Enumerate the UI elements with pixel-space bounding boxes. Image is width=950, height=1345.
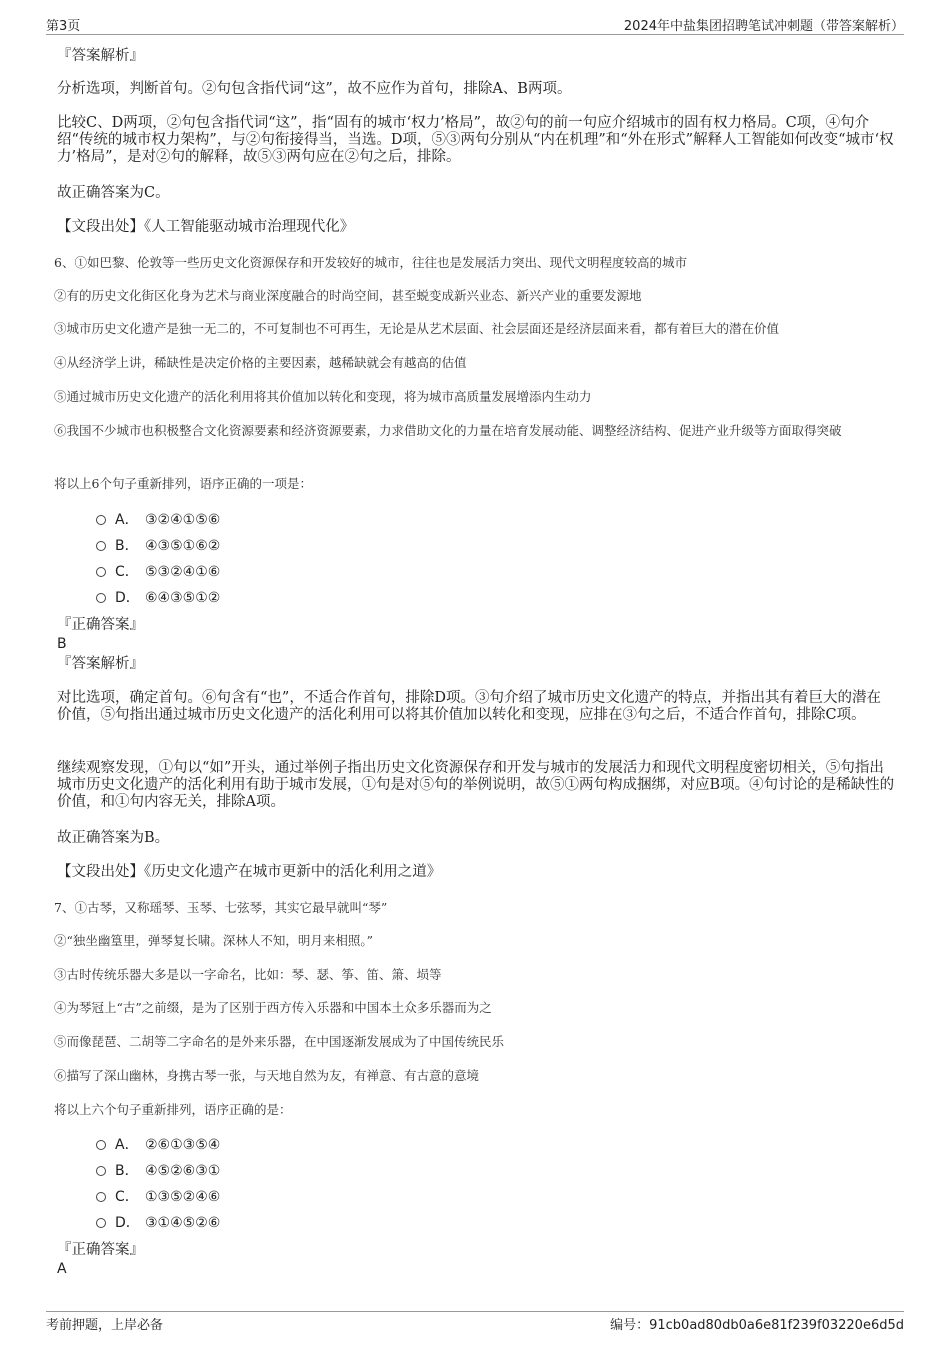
q7-option-b[interactable]: B． ④⑤②⑥③① <box>96 1163 220 1180</box>
prev-analysis-label: 『答案解析』 <box>57 48 144 64</box>
footer-code-value: 91cb0ad80db0a6e81f239f03220e6d5d <box>649 1318 904 1333</box>
q7-sentence-2: ②“独坐幽篁里，弹琴复长啸。深林人不知，明月来相照。” <box>54 933 374 948</box>
q6-sentence-2: ②有的历史文化街区化身为艺术与商业深度融合的时尚空间，甚至蜕变成新兴业态、新兴产业的重要发源地 <box>54 288 642 303</box>
q6-sentence-3: ③城市历史文化遗产是独一无二的，不可复制也不可再生，无论是从艺术层面、社会层面还是经济层面来看，都有着巨大的潜在价值 <box>54 321 780 336</box>
q7-sentence-4: ④为琴冠上“古”之前缀，是为了区别于西方传入乐器和中国本土众多乐器而为之 <box>54 1000 492 1015</box>
footer-slogan: 考前押题，上岸必备 <box>46 1318 164 1333</box>
q6-sentence-5: ⑤通过城市历史文化遗产的活化利用将其价值加以转化和变现，将为城市高质量发展增添内生动力 <box>54 389 592 404</box>
prev-conclusion: 故正确答案为C。 <box>57 185 170 201</box>
q6-sentence-1: 6、①如巴黎、伦敦等一些历史文化资源保存和开发较好的城市，往往也是发展活力突出、现代文明程度较高的城市 <box>54 255 687 270</box>
q6-analysis-label: 『答案解析』 <box>57 656 144 672</box>
q6-sentence-4: ④从经济学上讲，稀缺性是决定价格的主要因素，越稀缺就会有越高的估值 <box>54 355 467 370</box>
prev-analysis-para1: 分析选项，判断首句。②句包含指代词“这”，故不应作为首句，排除A、B两项。 <box>57 81 572 97</box>
q7-sentence-3: ③古时传统乐器大多是以一字命名，比如：琴、瑟、筝、笛、箫、埙等 <box>54 967 442 982</box>
document-title: 2024年中盐集团招聘笔试冲刺题（带答案解析） <box>623 19 904 34</box>
q6-option-c[interactable]: C． ⑤③②④①⑥ <box>96 564 220 581</box>
radio-icon[interactable] <box>96 1166 106 1176</box>
q6-prompt: 将以上6个句子重新排列，语序正确的一项是： <box>54 476 312 491</box>
footer-code <box>610 1314 904 1333</box>
radio-icon[interactable] <box>96 593 106 603</box>
q7-answer-label: 『正确答案』 <box>57 1242 144 1258</box>
q6-answer: B <box>57 636 67 652</box>
q6-sentence-6: ⑥我国不少城市也积极整合文化资源要素和经济资源要素，力求借助文化的力量在培育发展动能、调整经济结构、促进产业升级等方面取得突破 <box>54 423 842 438</box>
page-footer <box>46 1311 904 1332</box>
q7-answer: A <box>57 1261 67 1277</box>
q7-option-c[interactable]: C． ①③⑤②④⑥ <box>96 1189 220 1206</box>
prev-analysis-para2: 比较C、D两项，②句包含指代词“这”，指“固有的城市‘权力’格局”，故②句的前一句应介绍城市的固有权力格局。C项，④句介绍“传统的城市权力架构”，与②句衔接得当，当选。D项，⑤③两句分别从“内在机理”和“外在形式”解释人工智能如何改变“城市‘权力’格局”，是对②句的解释，故⑤③两句应在②句之后，排除。 <box>57 115 894 165</box>
radio-icon[interactable] <box>96 1140 106 1150</box>
radio-icon[interactable] <box>96 515 106 525</box>
q6-option-b[interactable]: B． ④③⑤①⑥② <box>96 538 220 555</box>
q6-conclusion: 故正确答案为B。 <box>57 830 170 846</box>
q7-sentence-5: ⑤而像琵琶、二胡等二字命名的是外来乐器，在中国逐渐发展成为了中国传统民乐 <box>54 1034 505 1049</box>
q7-sentence-6: ⑥描写了深山幽林，身携古琴一张，与天地自然为友，有禅意、有古意的意境 <box>54 1068 480 1083</box>
page-header <box>46 14 904 35</box>
q7-prompt: 将以上六个句子重新排列，语序正确的是： <box>54 1102 292 1117</box>
q6-answer-label: 『正确答案』 <box>57 617 144 633</box>
q6-analysis-para1: 对比选项，确定首句。⑥句含有“也”，不适合作首句，排除D项。③句介绍了城市历史文化遗产的特点，并指出其有着巨大的潜在价值，⑤句指出通过城市历史文化遗产的活化利用可以将其价值加以转化和变现，应排在③句之后，不适合作首句，排除C项。 <box>57 690 881 723</box>
footer-code-label: 编号： <box>610 1318 650 1333</box>
q7-option-d[interactable]: D． ③①④⑤②⑥ <box>96 1215 220 1232</box>
q6-analysis-para2: 继续观察发现，①句以“如”开头，通过举例子指出历史文化资源保存和开发与城市的发展活力和现代文明程度密切相关，⑤句指出城市历史文化遗产的活化利用有助于城市发展，①句是对⑤句的举例说明，故⑤①两句构成捆绑，对应B项。④句讨论的是稀缺性的价值，和①句内容无关，排除A项。 <box>57 760 895 810</box>
q7-sentence-1: 7、①古琴，又称瑶琴、玉琴、七弦琴，其实它最早就叫“琴” <box>54 900 388 915</box>
radio-icon[interactable] <box>96 541 106 551</box>
radio-icon[interactable] <box>96 1192 106 1202</box>
q6-option-a[interactable]: A． ③②④①⑤⑥ <box>96 512 220 529</box>
prev-source: 【文段出处】《人工智能驱动城市治理现代化》 <box>57 219 355 235</box>
radio-icon[interactable] <box>96 1218 106 1228</box>
page-number: 第3页 <box>46 19 81 34</box>
q7-option-a[interactable]: A． ②⑥①③⑤④ <box>96 1137 220 1154</box>
q6-option-d[interactable]: D． ⑥④③⑤①② <box>96 590 220 607</box>
q6-source: 【文段出处】《历史文化遗产在城市更新中的活化利用之道》 <box>57 864 442 880</box>
radio-icon[interactable] <box>96 567 106 577</box>
